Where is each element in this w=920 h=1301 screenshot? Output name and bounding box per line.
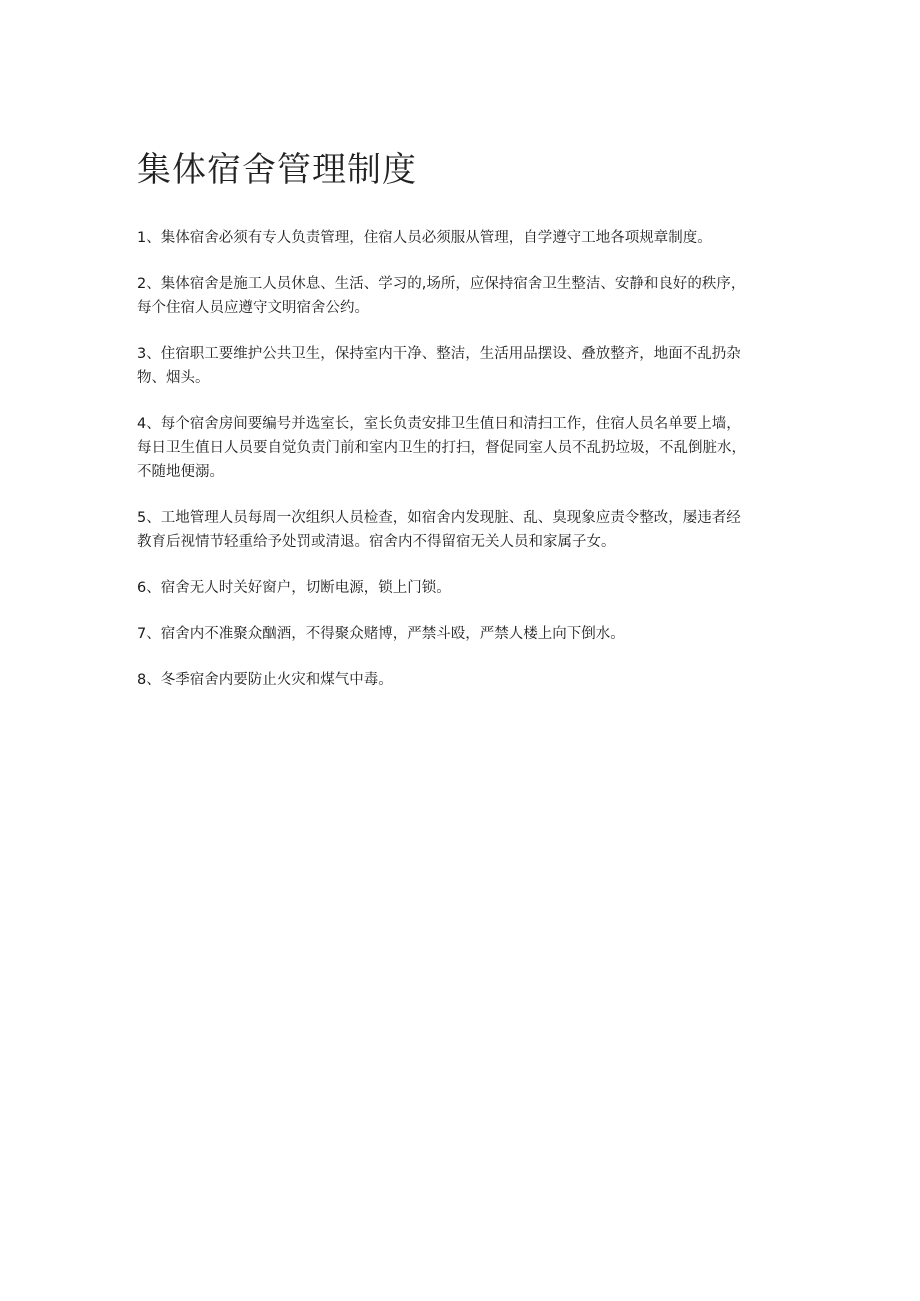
rule-3-line-2: 物、烟头。 bbox=[137, 370, 210, 386]
rule-3-line-1: 3、住宿职工要维护公共卫生，保持室内干净、整洁，生活用品摆设、叠放整齐，地面不乱扔杂 bbox=[137, 346, 741, 362]
rule-item-7 bbox=[137, 622, 797, 646]
rule-2-line-1: 2、集体宿舍是施工人员休息、生活、学习的,场所，应保持宿舍卫生整洁、安静和良好的秩序， bbox=[137, 276, 746, 292]
rule-item-2 bbox=[137, 272, 797, 320]
rule-item-4 bbox=[137, 412, 797, 484]
rule-item-1 bbox=[137, 226, 797, 250]
rule-1-line-1: 1、集体宿舍必须有专人负责管理，住宿人员必须服从管理，自学遵守工地各项规章制度。 bbox=[137, 230, 712, 246]
page-title: 集体宿舍管理制度 bbox=[137, 150, 417, 190]
rule-8-line-1: 8、冬季宿舍内要防止火灾和煤气中毒。 bbox=[137, 672, 393, 688]
rule-4-line-1: 4、每个宿舍房间要编号并选室长，室长负责安排卫生值日和清扫工作，住宿人员名单要上墙， bbox=[137, 416, 741, 432]
rule-4-line-3: 不随地便溺。 bbox=[137, 464, 224, 480]
rules-list bbox=[137, 226, 797, 692]
rule-item-8 bbox=[137, 668, 797, 692]
rule-item-5 bbox=[137, 506, 797, 554]
rule-5-line-2: 教育后视情节轻重给予处罚或清退。宿舍内不得留宿无关人员和家属子女。 bbox=[137, 534, 616, 550]
rule-6-line-1: 6、宿舍无人时关好窗户，切断电源，锁上门锁。 bbox=[137, 580, 451, 596]
rule-2-line-2: 每个住宿人员应遵守文明宿舍公约。 bbox=[137, 300, 369, 316]
rule-item-6 bbox=[137, 576, 797, 600]
rule-5-line-1: 5、工地管理人员每周一次组织人员检查，如宿舍内发现脏、乱、臭现象应责令整改，屡违者经 bbox=[137, 510, 741, 526]
rule-4-line-2: 每日卫生值日人员要自觉负责门前和室内卫生的打扫，督促同室人员不乱扔垃圾，不乱倒脏水， bbox=[137, 440, 746, 456]
rule-7-line-1: 7、宿舍内不准聚众酗酒，不得聚众赌博，严禁斗殴，严禁人楼上向下倒水。 bbox=[137, 626, 625, 642]
rule-item-3 bbox=[137, 342, 797, 390]
